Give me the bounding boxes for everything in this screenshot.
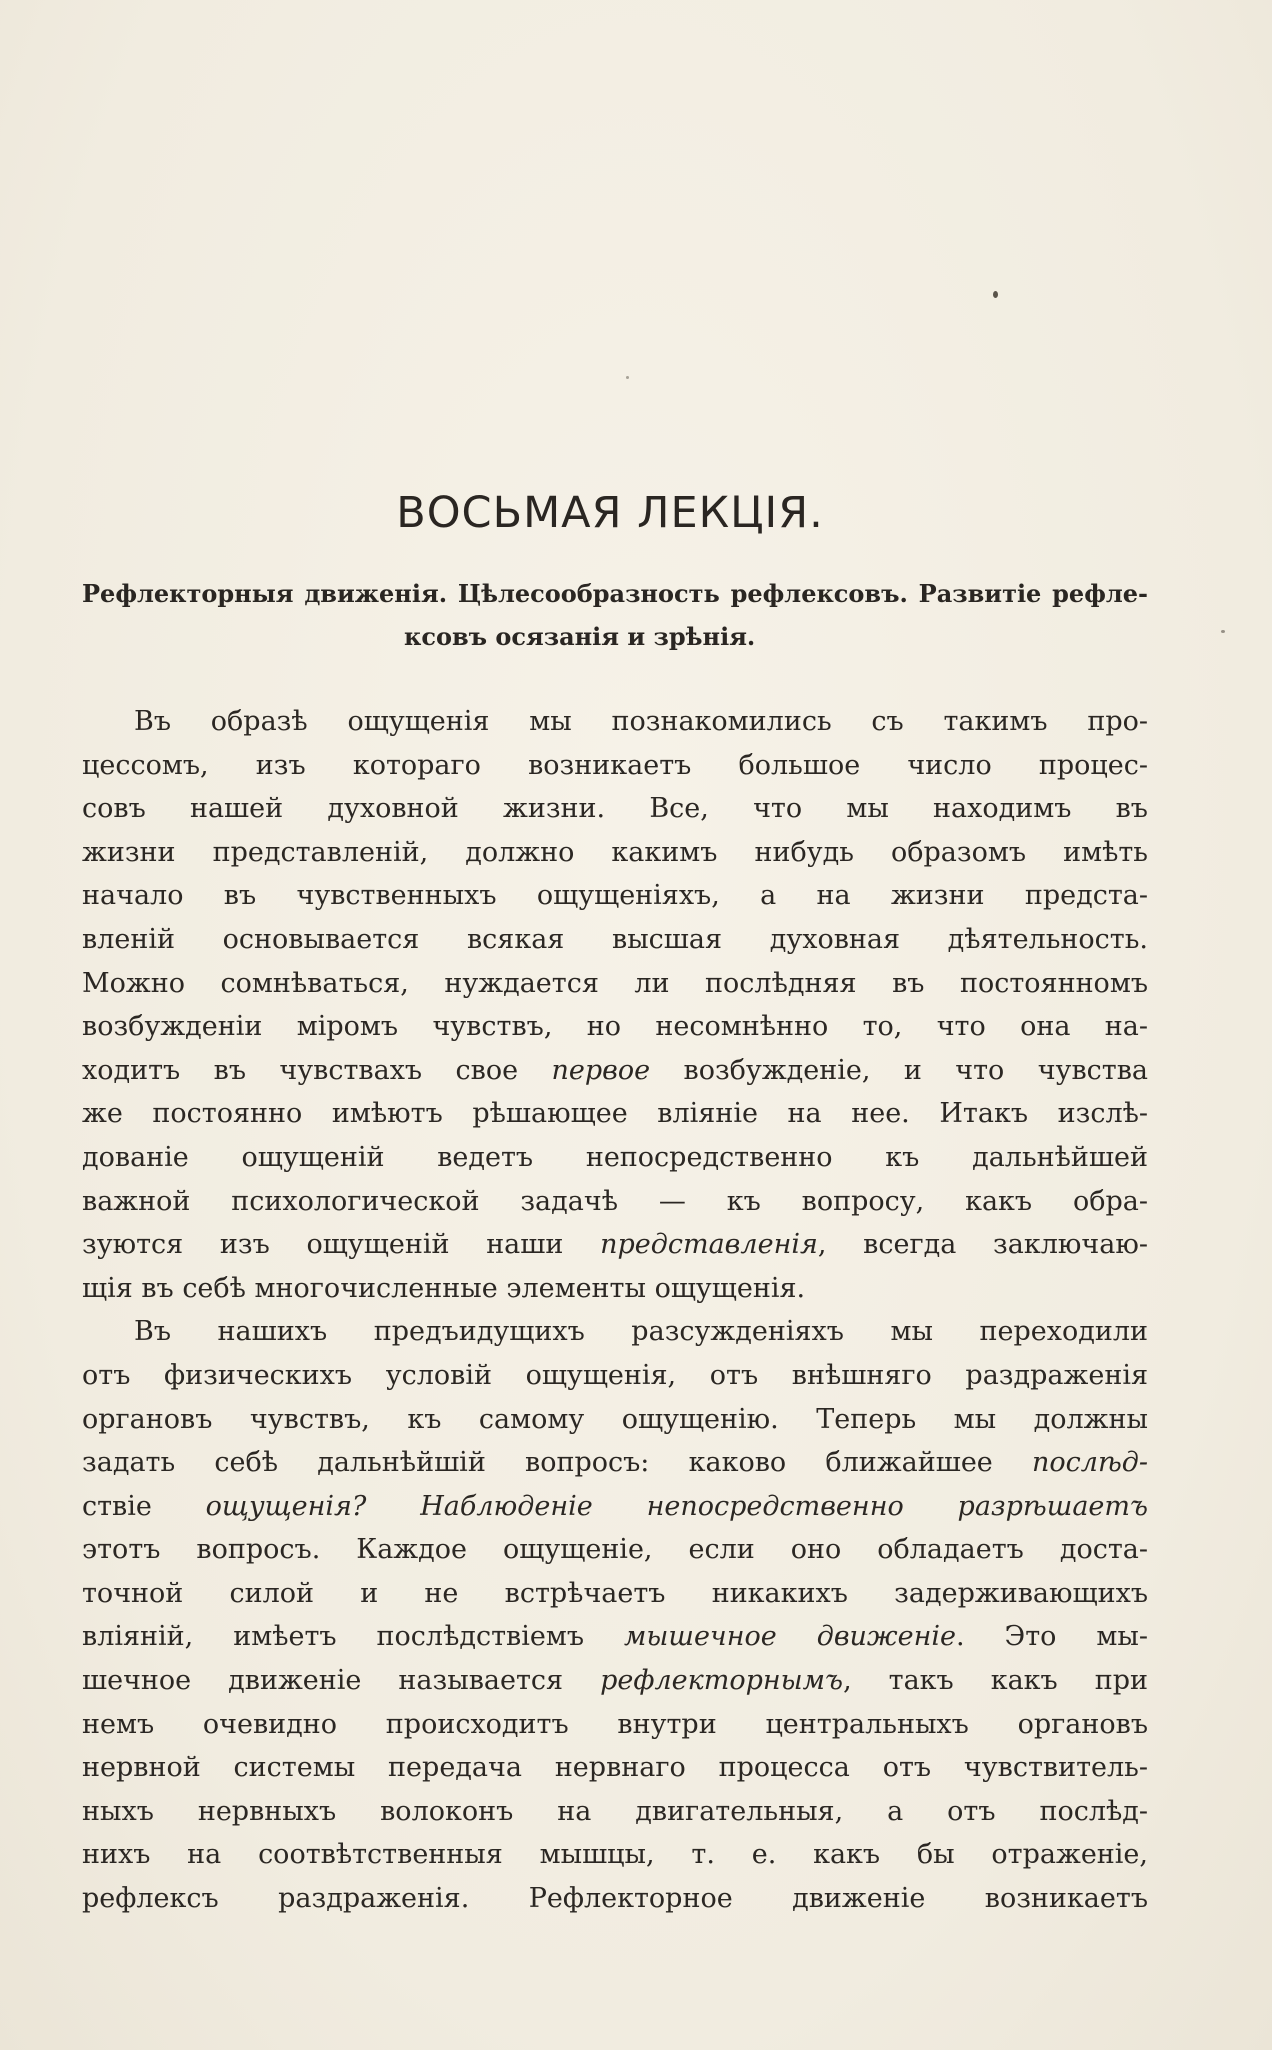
- text-line: [82, 1354, 1148, 1398]
- text-line: [82, 1703, 1148, 1747]
- text-segment: жизни представленій, должно какимъ нибудь образомъ имѣть: [82, 836, 1148, 868]
- text-line: [82, 1790, 1148, 1834]
- text-line: [82, 1528, 1148, 1572]
- text-line: [82, 1180, 1148, 1224]
- text-segment: Въ нашихъ предъидущихъ разсужденіяхъ мы переходили: [134, 1316, 1148, 1348]
- text-line: [82, 1398, 1148, 1442]
- text-line: [82, 1659, 1148, 1703]
- emphasized-text: мышечное движеніе: [624, 1621, 956, 1653]
- text-line: [82, 1615, 1148, 1659]
- text-line: [82, 1267, 1148, 1311]
- text-line: [82, 1833, 1148, 1877]
- text-segment: ствіе: [82, 1490, 152, 1522]
- text-line: [82, 1485, 1148, 1529]
- text-segment: щія въ себѣ многочисленные элементы ощущенія.: [82, 1272, 806, 1304]
- emphasized-text: ощущенія? Наблюденіе непосредственно разрѣшаетъ: [151, 1490, 1148, 1522]
- text-segment: , всегда заключаю-: [817, 1229, 1148, 1261]
- text-segment: возбужденіи міромъ чувствъ, но несомнѣнно то, что она на-: [82, 1011, 1148, 1043]
- emphasized-text: первое: [551, 1054, 651, 1086]
- text-segment: же постоянно имѣютъ рѣшающее вліяніе на нее. Итакъ изслѣ-: [82, 1098, 1148, 1130]
- text-segment: важной психологической задачѣ — къ вопросу, какъ обра-: [82, 1185, 1148, 1217]
- text-line: [82, 962, 1148, 1006]
- text-line: [82, 874, 1148, 918]
- text-line: [82, 1877, 1148, 1921]
- body-text: [82, 700, 1148, 1921]
- text-segment: точной силой и не встрѣчаетъ никакихъ задерживающихъ: [82, 1577, 1148, 1609]
- text-line: [82, 1223, 1148, 1267]
- text-segment: нихъ на соотвѣтственныя мышцы, т. е. какъ бы отраженіе,: [82, 1839, 1148, 1871]
- text-segment: немъ очевидно происходитъ внутри центральныхъ органовъ: [82, 1708, 1148, 1740]
- text-line: [82, 1049, 1148, 1093]
- text-line: [82, 787, 1148, 831]
- ink-speck: [626, 376, 629, 379]
- text-segment: ходитъ въ чувствахъ свое: [82, 1054, 552, 1086]
- text-line: [82, 1572, 1148, 1616]
- text-segment: задать себѣ дальнѣйшій вопросъ: каково ближайшее: [82, 1447, 1032, 1479]
- text-segment: шечное движеніе называется: [82, 1665, 601, 1697]
- emphasized-text: рефлекторнымъ: [600, 1665, 844, 1697]
- text-segment: этотъ вопросъ. Каждое ощущеніе, если оно обладаетъ доста-: [82, 1534, 1148, 1566]
- lecture-title: ВОСЬМАЯ ЛЕКЦІЯ.: [396, 488, 824, 538]
- text-line: [82, 1310, 1148, 1354]
- ink-speck: [993, 291, 998, 298]
- text-segment: начало въ чувственныхъ ощущеніяхъ, а на жизни предста-: [82, 880, 1148, 912]
- text-segment: зуются изъ ощущеній наши: [82, 1229, 601, 1261]
- text-segment: ныхъ нервныхъ волоконъ на двигательныя, а отъ послѣд-: [82, 1795, 1148, 1827]
- text-segment: дованіе ощущеній ведетъ непосредственно къ дальнѣйшей: [82, 1141, 1148, 1173]
- text-line: [82, 700, 1148, 744]
- text-segment: органовъ чувствъ, къ самому ощущенію. Теперь мы должны: [82, 1403, 1148, 1435]
- text-segment: Можно сомнѣваться, нуждается ли послѣдняя въ постоянномъ: [82, 967, 1148, 999]
- text-segment: вліяній, имѣетъ послѣдствіемъ: [82, 1621, 624, 1653]
- paragraph-1: [82, 700, 1148, 1310]
- subtitle-line: Рефлекторныя движенія. Цѣлесообразность рефлексовъ. Развитіе рефле-: [82, 579, 1148, 608]
- text-segment: , такъ какъ при: [843, 1665, 1148, 1697]
- text-segment: вленій основывается всякая высшая духовная дѣятельность.: [82, 923, 1148, 955]
- subtitle-line: ксовъ осязанія и зрѣнія.: [404, 622, 756, 651]
- text-segment: возбужденіе, и что чувства: [650, 1054, 1149, 1086]
- text-line: [82, 1746, 1148, 1790]
- text-segment: . Это мы-: [956, 1621, 1148, 1653]
- text-segment: цессомъ, изъ котораго возникаетъ большое число процес-: [82, 749, 1148, 781]
- text-line: [82, 831, 1148, 875]
- text-line: [82, 1441, 1148, 1485]
- text-segment: совъ нашей духовной жизни. Все, что мы находимъ въ: [82, 793, 1148, 825]
- emphasized-text: послѣд-: [1031, 1447, 1148, 1479]
- text-line: [82, 1005, 1148, 1049]
- text-line: [82, 744, 1148, 788]
- text-segment: Въ образѣ ощущенія мы познакомились съ такимъ про-: [134, 706, 1148, 737]
- text-line: [82, 1092, 1148, 1136]
- lecture-subtitle: [82, 572, 1148, 658]
- paragraph-2: [82, 1310, 1148, 1920]
- text-segment: отъ физическихъ условій ощущенія, отъ внѣшняго раздраженія: [82, 1359, 1148, 1391]
- text-line: [82, 918, 1148, 962]
- text-segment: рефлексъ раздраженія. Рефлекторное движеніе возникаетъ: [82, 1883, 1148, 1915]
- text-line: [82, 1136, 1148, 1180]
- ink-speck: [1221, 630, 1225, 633]
- emphasized-text: представленія: [600, 1229, 818, 1261]
- text-segment: нервной системы передача нервнаго процесса отъ чувствитель-: [82, 1752, 1148, 1784]
